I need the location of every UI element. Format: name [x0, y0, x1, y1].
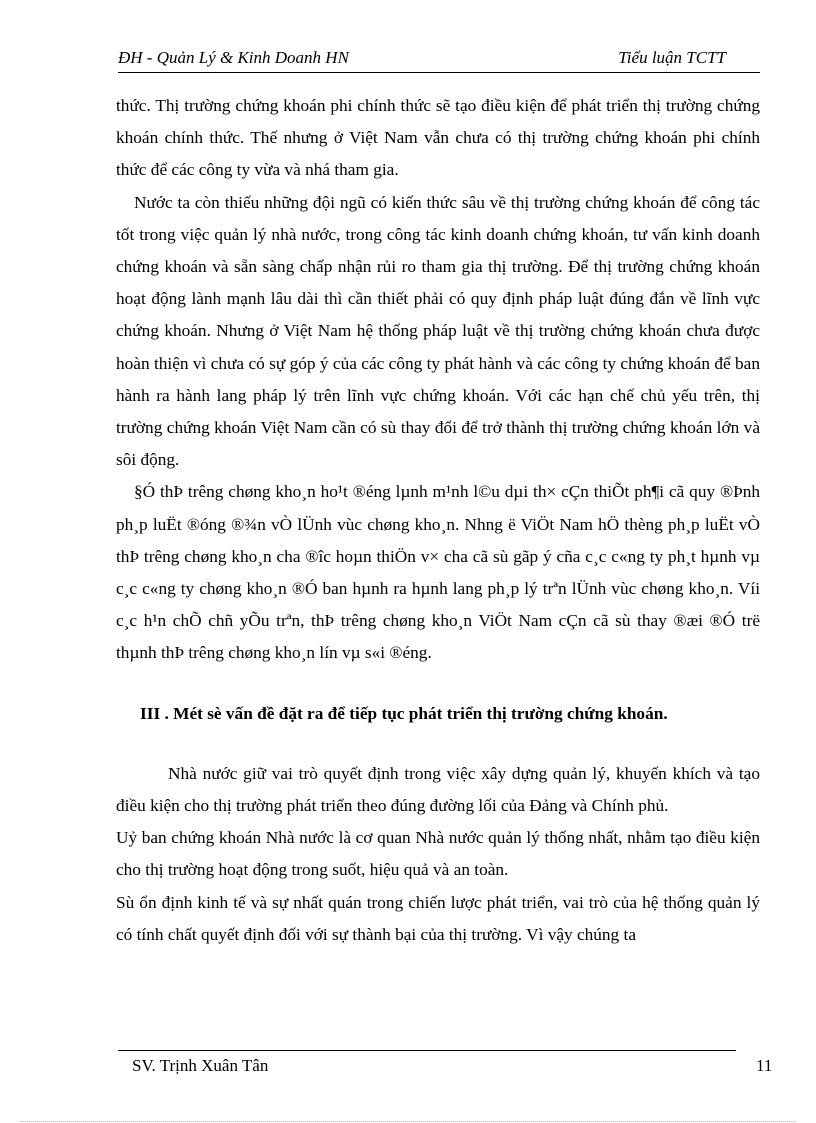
paragraph-3: §Ó thÞ trêng chøng kho¸n ho¹t ®éng lµnh m¹nh l©u dµi th× cÇn thiÕt ph¶i cã quy ®Þnh ph¸p luËt ®óng ®¾n vÒ lÜnh vùc chøng kho¸n. Nhng ë ViÖt Nam hÖ thèng ph¸p luËt vÒ thÞ trêng chøng kho¸n cha ®îc hoµn thiÖn v× cha cã sù gãp ý cña c¸c c«ng ty ph¸t hµnh vµ c¸c c«ng ty chøng kho¸n ®Ó ban hµnh ra hµnh lang ph¸p lý trªn lÜnh vùc chøng kho¸n. Víi c¸c h¹n chÕ chñ yÕu trªn, thÞ trêng chøng kho¸n ViÖt Nam cÇn cã sù thay ®æi ®Ó trë thµnh thÞ trêng chøng kho¸n lín vµ s«i ®éng.	[116, 482, 760, 663]
paragraph-5: Uỷ ban chứng khoán Nhà nước là cơ quan Nhà nước quản lý thống nhất, nhằm tạo điều kiện cho thị trường hoạt động trong suốt, hiệu quả và an toàn.	[116, 828, 760, 880]
page-number: 11	[756, 1056, 773, 1075]
header-institution: ĐH - Quản Lý & Kinh Doanh HN	[118, 48, 349, 67]
header-title: Tiểu luận TCTT	[618, 48, 726, 67]
document-body	[116, 90, 760, 951]
page-header	[118, 46, 760, 73]
paragraph-4: Nhà nước giữ vai trò quyết định trong việc xây dựng quản lý, khuyến khích và tạo điều kiện cho thị trường phát triển theo đúng đường lối của Đảng và Chính phủ.	[116, 763, 760, 816]
footer-author: SV. Trịnh Xuân Tân	[132, 1056, 269, 1075]
paragraph-1: thức. Thị trường chứng khoán phi chính thức sẽ tạo điều kiện để phát triển thị trường chứng khoán chính thức. Thế nhưng ở Việt Nam vẫn chưa có thị trường chứng khoán phi chính thức để các công ty vừa và nhá tham gia.	[116, 96, 760, 180]
footer-divider	[118, 1050, 736, 1051]
section-heading: III . Mét sè vấn đề đặt ra để tiếp tục phát triển thị trường chứng khoán.	[140, 703, 668, 723]
page-boundary	[20, 1121, 796, 1122]
paragraph-6: Sù ổn định kinh tế và sự nhất quán trong chiến lược phát triển, vai trò của hệ thống quản lý có tính chất quyết định đối với sự thành bại của thị trường. Vì vậy chúng ta	[116, 892, 760, 944]
paragraph-2: Nước ta còn thiếu những đội ngũ có kiến thức sâu về thị trường chứng khoán để công tác tốt trong việc quản lý nhà nước, trong công tác kinh doanh chứng khoán, tư vấn kinh doanh chứng khoán và sẵn sàng chấp nhận rủi ro tham gia thị trường. Để thị trường chứng khoán hoạt động lành mạnh lâu dài thì cần thiết phải có quy định pháp luật đúng đắn về lĩnh vực chứng khoán. Nhưng ở Việt Nam hệ thống pháp luật về thị trường chứng khoán chưa được hoàn thiện vì chưa có sự góp ý của các công ty phát hành và các công ty chứng khoán để ban hành ra hành lang pháp lý trên lĩnh vực chứng khoán. Với các hạn chế chủ yếu trên, thị trường chứng khoán Việt Nam cần có sù thay đổi để trở thành thị trường chứng khoán lớn và sôi động.	[116, 192, 760, 470]
